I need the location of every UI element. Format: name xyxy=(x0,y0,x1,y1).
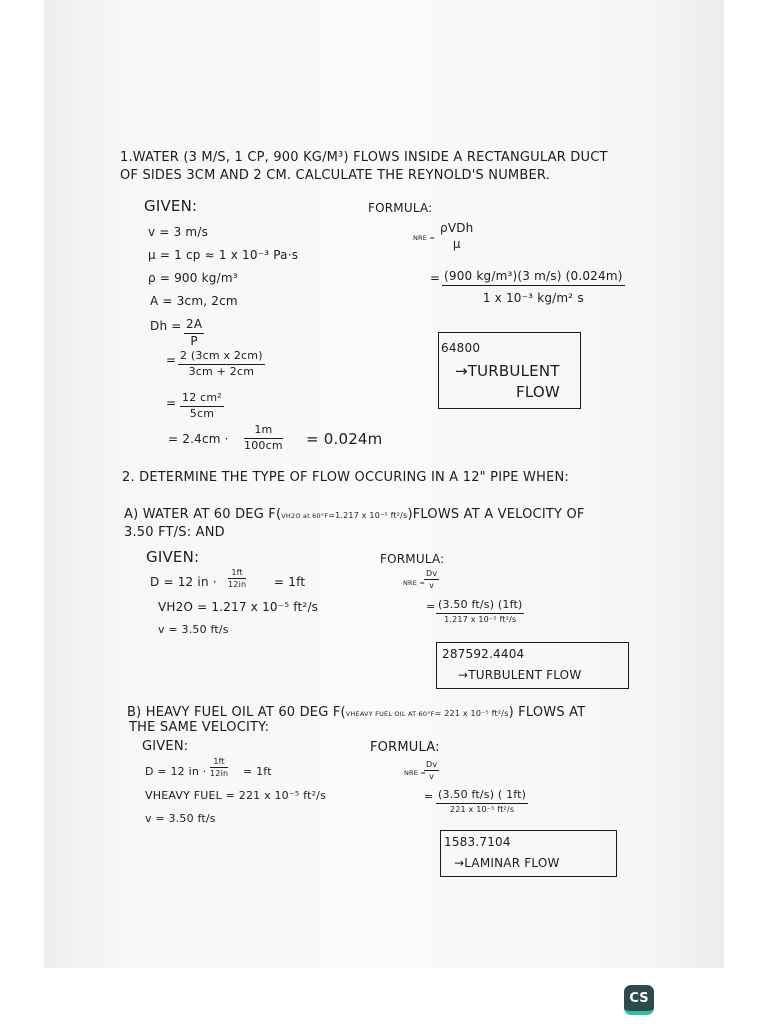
q1-result-type-line-1: →TURBULENT xyxy=(455,362,560,380)
q2a-diameter-prefix: D = 12 in · xyxy=(150,575,217,589)
q2a-calc-denominator: 1.217 x 10⁻⁵ ft²/s xyxy=(444,614,517,624)
q2b-result-type: →LAMINAR FLOW xyxy=(454,856,560,870)
q2b-line1-prefix: B) HEAVY FUEL OIL AT 60 DEG F( xyxy=(127,705,346,720)
q2a-diameter-fraction xyxy=(228,568,246,589)
q2a-calc-numerator: (3.50 ft/s) (1ft) xyxy=(436,599,524,614)
q2-heading: 2. DETERMINE THE TYPE OF FLOW OCCURING IN A 12" PIPE WHEN: xyxy=(122,470,569,485)
q2a-result-type: →TURBULENT FLOW xyxy=(458,668,582,682)
q1-given-label: GIVEN: xyxy=(144,197,198,215)
q2b-line1-suffix: ) FLOWS AT xyxy=(508,705,586,720)
q1-given-area: A = 3cm, 2cm xyxy=(150,294,238,308)
q2b-line1-subscript: VHEAVY FUEL OIL AT 60°F xyxy=(345,710,435,718)
q1-problem-line-1: 1.WATER (3 M/S, 1 CP, 900 KG/M³) FLOWS INSIDE A RECTANGULAR DUCT xyxy=(120,150,608,165)
q2b-diameter-prefix: D = 12 in · xyxy=(145,765,207,778)
q1-dh-denominator: P xyxy=(190,333,198,348)
q1-dh-prefix: Dh = xyxy=(150,319,182,333)
q1-result-value: 64800 xyxy=(441,341,481,355)
q2b-problem-line-1 xyxy=(127,706,585,721)
q2b-nre-denominator: v xyxy=(429,772,435,782)
q1-result-type-line-2: FLOW xyxy=(516,383,560,401)
q2b-diameter-denominator: 12in xyxy=(210,769,229,779)
q2b-line1-value: = 221 x 10⁻⁵ ft²/s xyxy=(434,709,509,718)
q1-calc-fraction xyxy=(442,270,625,306)
q1-given-viscosity: μ = 1 cp ≈ 1 x 10⁻³ Pa·s xyxy=(148,248,299,262)
q2b-calc-numerator: (3.50 ft/s) ( 1ft) xyxy=(436,789,528,804)
q2b-calc-fraction xyxy=(436,789,528,814)
q2b-diameter-fraction xyxy=(210,757,228,778)
q1-step3-numerator: 1m xyxy=(244,424,283,439)
q2b-nre-numerator: Dv xyxy=(424,760,439,771)
q1-step3-fraction xyxy=(244,424,283,452)
q1-step2-denominator: 5cm xyxy=(189,406,215,420)
q2a-diameter-denominator: 12in xyxy=(228,580,247,590)
q1-step2-equals: = xyxy=(166,396,177,410)
q1-step1-fraction xyxy=(178,350,265,378)
q2a-formula-label: FORMULA: xyxy=(380,552,445,566)
q1-nre-numerator: ρVDh xyxy=(440,221,474,235)
q2a-problem-line-1 xyxy=(124,508,585,523)
q1-step3-result: = 0.024m xyxy=(306,430,383,448)
q2a-calc-equals: = xyxy=(426,600,436,613)
q1-formula-label: FORMULA: xyxy=(368,201,433,215)
q2a-nre-denominator: v xyxy=(429,581,435,591)
q2b-formula-label: FORMULA: xyxy=(370,740,440,755)
q2a-line1-subscript: VH2O at 60°F xyxy=(281,512,329,520)
q1-dh-fraction xyxy=(184,318,204,349)
q1-given-velocity: v = 3 m/s xyxy=(148,225,209,239)
q2a-nre-numerator: Dv xyxy=(424,569,439,580)
q2a-velocity: v = 3.50 ft/s xyxy=(158,623,229,636)
q2b-diameter-numerator: 1ft xyxy=(210,757,228,768)
q1-nre-label: NRE = xyxy=(413,234,435,242)
q1-step2-fraction xyxy=(180,392,224,420)
q2b-calc-denominator: 221 x 10⁻⁵ ft²/s xyxy=(449,804,515,814)
q2a-nre-fraction xyxy=(424,569,439,590)
q2a-nre-label: NRE = xyxy=(403,579,425,587)
q1-calc-denominator: 1 x 10⁻³ kg/m² s xyxy=(482,290,584,305)
q1-step3-denominator: 100cm xyxy=(244,438,283,452)
q2b-nre-fraction xyxy=(424,760,439,781)
q2b-diameter-result: = 1ft xyxy=(243,765,272,778)
q1-calc-numerator: (900 kg/m³)(3 m/s) (0.024m) xyxy=(442,270,625,286)
q2b-velocity: v = 3.50 ft/s xyxy=(145,812,216,825)
q2a-kinematic-viscosity: VH2O = 1.217 x 10⁻⁵ ft²/s xyxy=(158,600,319,614)
q1-problem-line-2: OF SIDES 3CM AND 2 CM. CALCULATE THE REYNOLD'S NUMBER. xyxy=(120,168,550,183)
q1-nre-denominator: μ xyxy=(452,236,461,251)
q2a-diameter-result: = 1ft xyxy=(274,575,306,589)
q1-step1-denominator: 3cm + 2cm xyxy=(188,364,255,378)
q1-step1-equals: = xyxy=(166,353,177,367)
q2a-line1-suffix: )FLOWS AT A VELOCITY OF xyxy=(407,507,585,522)
q1-step2-numerator: 12 cm² xyxy=(180,392,224,407)
q1-dh-numerator: 2A xyxy=(184,318,204,334)
camscanner-logo: CS xyxy=(624,985,654,1015)
q1-nre-fraction xyxy=(438,222,475,252)
q1-step3-left: = 2.4cm · xyxy=(168,432,229,446)
q2a-result-value: 287592.4404 xyxy=(442,647,525,661)
q2a-diameter-numerator: 1ft xyxy=(228,568,246,579)
q1-given-density: ρ = 900 kg/m³ xyxy=(148,271,238,285)
q2a-calc-fraction xyxy=(436,599,524,624)
q1-calc-equals: = xyxy=(430,271,441,285)
q2b-calc-equals: = xyxy=(424,790,434,803)
q2b-kinematic-viscosity: VHEAVY FUEL = 221 x 10⁻⁵ ft²/s xyxy=(145,789,327,802)
q2b-result-value: 1583.7104 xyxy=(444,835,511,849)
q2a-given-label: GIVEN: xyxy=(146,548,200,566)
q2b-nre-label: NRE = xyxy=(404,769,426,777)
q2a-line1-prefix: A) WATER AT 60 DEG F( xyxy=(124,507,282,522)
q1-step1-numerator: 2 (3cm x 2cm) xyxy=(178,350,265,365)
q2a-line1-value: =1.217 x 10⁻⁵ ft²/s xyxy=(328,511,408,520)
q2b-given-label: GIVEN: xyxy=(142,739,189,754)
q2b-problem-line-2: THE SAME VELOCITY: xyxy=(129,720,270,735)
q2a-problem-line-2: 3.50 FT/S: AND xyxy=(124,525,225,540)
